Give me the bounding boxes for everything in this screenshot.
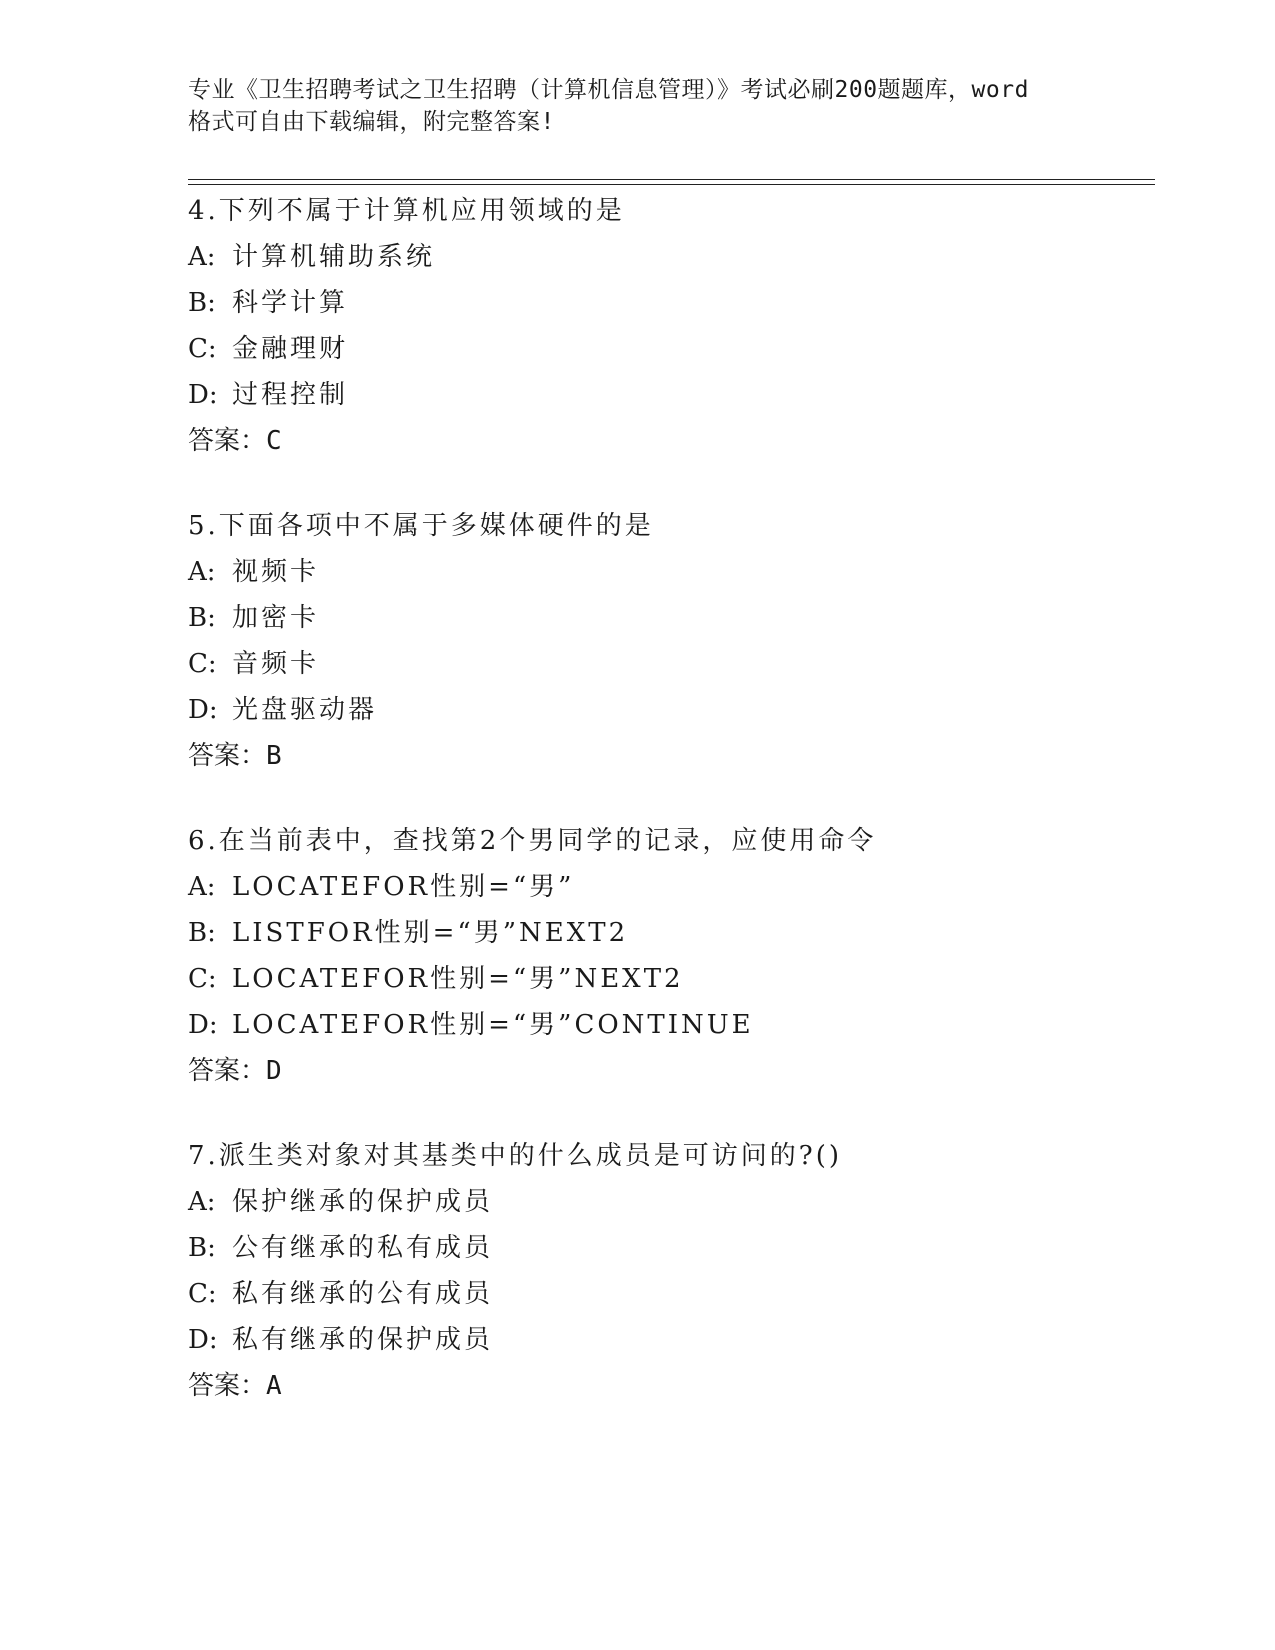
option-text: 公有继承的私有成员	[232, 1233, 494, 1263]
option-b	[188, 910, 1168, 956]
question-5	[188, 503, 1168, 779]
question-title: 4.下列不属于计算机应用领域的是	[188, 196, 625, 226]
question-title: 5.下面各项中不属于多媒体硬件的是	[188, 511, 654, 541]
option-text: LISTFOR性别=“男”NEXT2	[232, 918, 629, 948]
question-list	[188, 188, 1168, 1448]
option-prefix: A:	[188, 557, 216, 587]
option-a	[188, 1179, 1168, 1225]
option-prefix: D:	[188, 695, 218, 725]
question-6	[188, 818, 1168, 1094]
question-title: 7.派生类对象对其基类中的什么成员是可访问的?()	[188, 1141, 843, 1171]
option-a	[188, 234, 1168, 280]
header-divider-bottom	[188, 184, 1155, 185]
option-text: 保护继承的保护成员	[232, 1187, 494, 1217]
option-prefix: B:	[188, 603, 216, 633]
option-prefix: D:	[188, 1010, 218, 1040]
option-prefix: D:	[188, 1325, 218, 1355]
option-prefix: A:	[188, 872, 216, 902]
answer-line: 答案：B	[188, 741, 282, 771]
option-b	[188, 595, 1168, 641]
option-d	[188, 372, 1168, 418]
option-prefix: B:	[188, 1233, 216, 1263]
option-text: 科学计算	[232, 288, 349, 318]
option-text: 私有继承的公有成员	[232, 1279, 494, 1309]
answer-line: 答案：C	[188, 426, 282, 456]
option-text: 计算机辅助系统	[232, 242, 436, 272]
question-4	[188, 188, 1168, 464]
option-prefix: C:	[188, 964, 217, 994]
option-c	[188, 326, 1168, 372]
option-b	[188, 280, 1168, 326]
option-a	[188, 549, 1168, 595]
option-prefix: A:	[188, 1187, 216, 1217]
option-prefix: C:	[188, 1279, 217, 1309]
header-line-1: 专业《卫生招聘考试之卫生招聘（计算机信息管理）》考试必刷200题题库，word	[188, 77, 1029, 103]
option-text: LOCATEFOR性别=“男”CONTINUE	[232, 1010, 754, 1040]
option-d	[188, 1002, 1168, 1048]
header-line-2: 格式可自由下载编辑，附完整答案!	[188, 109, 555, 135]
option-text: LOCATEFOR性别=“男”	[232, 872, 575, 902]
header-divider-top	[188, 179, 1155, 180]
answer-line: 答案：D	[188, 1056, 282, 1086]
option-c	[188, 956, 1168, 1002]
question-title: 6.在当前表中，查找第2个男同学的记录，应使用命令	[188, 826, 877, 856]
question-7	[188, 1133, 1168, 1409]
answer-line: 答案：A	[188, 1371, 282, 1401]
option-c	[188, 641, 1168, 687]
option-text: 视频卡	[232, 557, 320, 587]
option-text: LOCATEFOR性别=“男”NEXT2	[232, 964, 684, 994]
option-c	[188, 1271, 1168, 1317]
option-prefix: A:	[188, 242, 216, 272]
option-text: 金融理财	[232, 334, 349, 364]
option-text: 光盘驱动器	[232, 695, 378, 725]
option-text: 过程控制	[232, 380, 349, 410]
option-prefix: B:	[188, 918, 216, 948]
option-d	[188, 687, 1168, 733]
option-text: 私有继承的保护成员	[232, 1325, 494, 1355]
option-prefix: C:	[188, 334, 217, 364]
option-d	[188, 1317, 1168, 1363]
option-text: 加密卡	[232, 603, 320, 633]
option-text: 音频卡	[232, 649, 320, 679]
option-prefix: B:	[188, 288, 216, 318]
option-a	[188, 864, 1168, 910]
option-prefix: D:	[188, 380, 218, 410]
option-b	[188, 1225, 1168, 1271]
document-header	[188, 74, 1088, 138]
option-prefix: C:	[188, 649, 217, 679]
